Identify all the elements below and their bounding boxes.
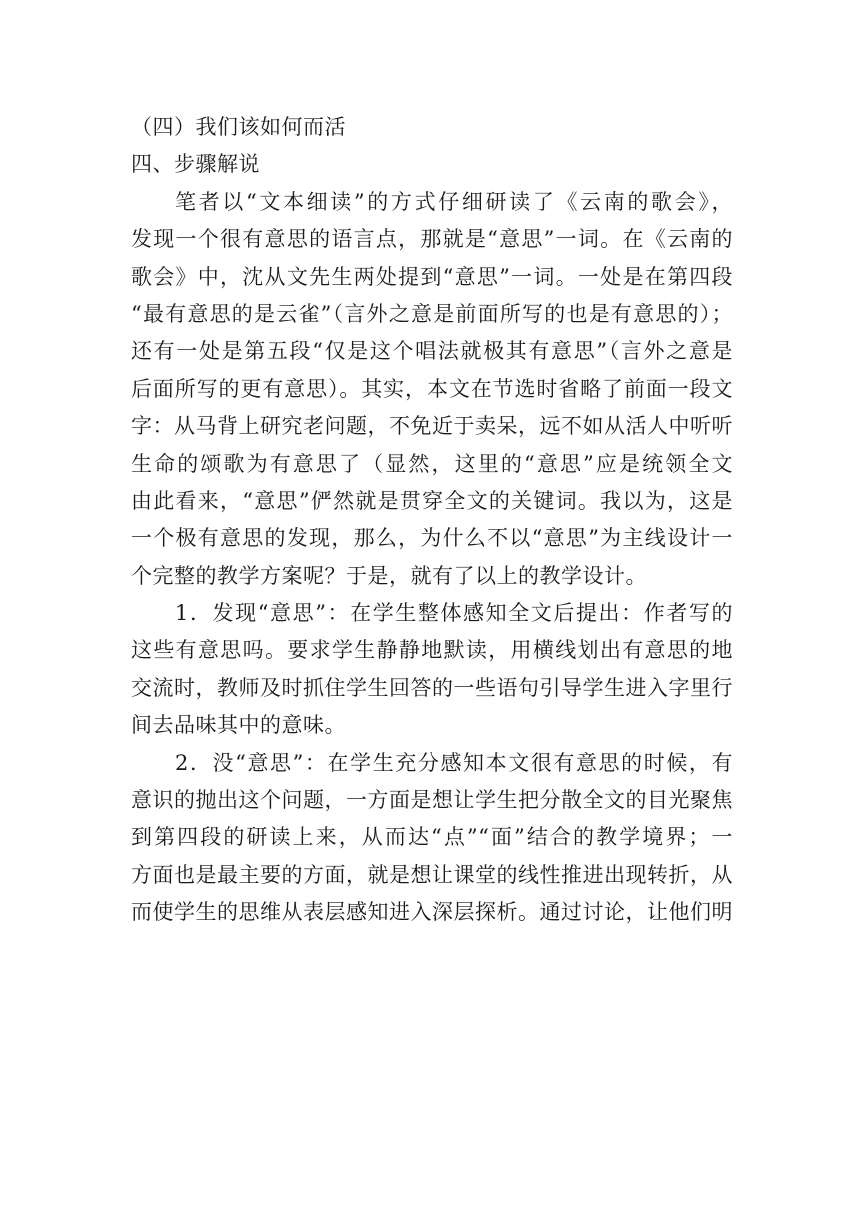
paragraph-line: 歌会》中，沈从文先生两处提到“意思”一词。一处是在第四段 bbox=[131, 264, 733, 289]
paragraph-line: 还有一处是第五段“仅是这个唱法就极其有意思”（言外之意是 bbox=[131, 339, 733, 364]
paragraph-line: 意识的抛出这个问题，一方面是想让学生把分散全文的目光聚焦 bbox=[131, 788, 733, 813]
paragraph-line-last: 间去品味其中的意味。 bbox=[131, 713, 346, 738]
paragraph-line: 后面所写的更有意思）。其实，本文在节选时省略了前面一段文 bbox=[131, 376, 733, 401]
sub-heading: （四）我们该如何而活 bbox=[131, 115, 346, 139]
paragraph-line: 交流时，教师及时抓住学生回答的一些语句引导学生进入字里行 bbox=[131, 675, 733, 700]
paragraph-line: 字：从马背上研究老问题，不免近于卖呆，远不如从活人中听听 bbox=[131, 414, 733, 439]
paragraph-line: 而使学生的思维从表层感知进入深层探析。通过讨论，让他们明 bbox=[131, 900, 733, 925]
paragraph-line: 由此看来，“意思”俨然就是贯穿全文的关键词。我以为，这是 bbox=[131, 488, 733, 513]
paragraph-line: 方面也是最主要的方面，就是想让课堂的线性推进出现转折，从 bbox=[131, 862, 733, 887]
paragraph-step-1-discover-meaning bbox=[131, 595, 733, 745]
paragraph-line: 这些有意思吗。要求学生静静地默读，用横线划出有意思的地 bbox=[131, 638, 733, 663]
paragraph-text-close-reading bbox=[131, 184, 733, 595]
paragraph-line: 一个极有意思的发现，那么，为什么不以“意思”为主线设计一 bbox=[131, 526, 733, 551]
paragraph-line: “最有意思的是云雀”（言外之意是前面所写的也是有意思的）； bbox=[131, 301, 733, 326]
paragraph-step-2-no-meaning bbox=[131, 745, 733, 932]
paragraph-line: 2．没“意思”：在学生充分感知本文很有意思的时候，有 bbox=[175, 750, 733, 775]
paragraph-line: 1．发现“意思”：在学生整体感知全文后提出：作者写的 bbox=[175, 601, 733, 626]
paragraph-line: 生命的颂歌为有意思了（显然，这里的“意思”应是统领全文 bbox=[131, 451, 733, 476]
paragraph-line: 发现一个很有意思的语言点，那就是“意思”一词。在《云南的 bbox=[131, 227, 733, 252]
document-body bbox=[131, 109, 733, 932]
paragraph-line: 笔者以“文本细读”的方式仔细研读了《云南的歌会》， bbox=[175, 189, 733, 214]
section-heading: 四、步骤解说 bbox=[131, 152, 260, 177]
paragraph-line-last: 个完整的教学方案呢？于是，就有了以上的教学设计。 bbox=[131, 563, 647, 588]
paragraph-line: 到第四段的研读上来，从而达“点”“面”结合的教学境界；一 bbox=[131, 825, 733, 850]
